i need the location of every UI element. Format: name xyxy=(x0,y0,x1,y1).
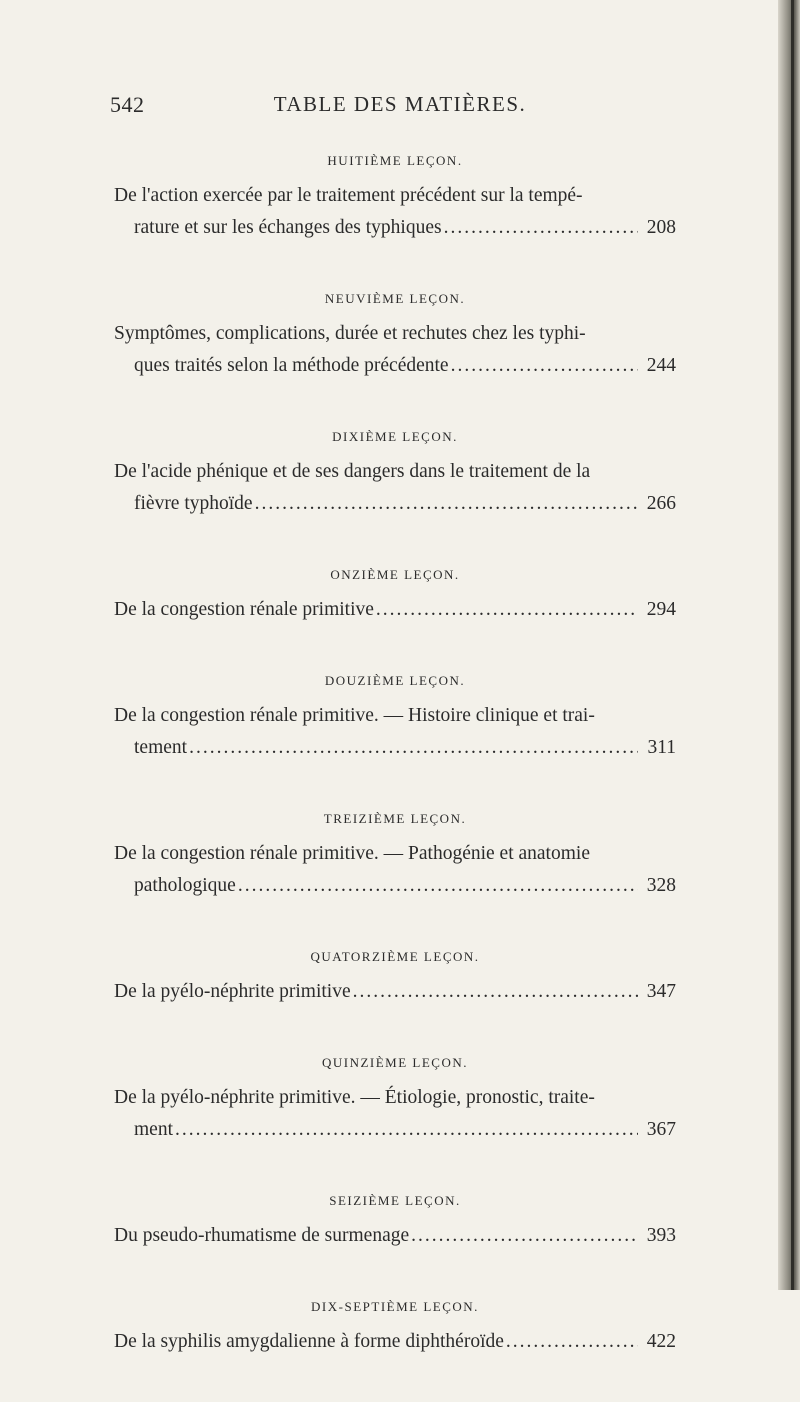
toc-section xyxy=(114,426,676,564)
entry-page-number: 328 xyxy=(646,875,676,896)
lecon-title: SEIZIÈME LEÇON. xyxy=(329,1193,461,1208)
toc-section xyxy=(114,1296,676,1402)
entry-page-number: 367 xyxy=(646,1119,676,1140)
entry-text-line: ment xyxy=(134,1119,173,1140)
entry-text-line: pathologique xyxy=(134,875,236,896)
entry-text-line: tement xyxy=(134,737,188,758)
page-number: 542 xyxy=(110,92,145,117)
entry-text-line: De la pyélo-néphrite primitive. — Étiologie, pronostic, traite- xyxy=(114,1087,595,1108)
dot-leader xyxy=(444,212,638,244)
page-title: TABLE DES MATIÈRES. xyxy=(273,92,527,116)
toc-entry[interactable] xyxy=(114,1082,676,1146)
toc-entry[interactable] xyxy=(114,838,676,902)
toc-section xyxy=(114,288,676,426)
dot-leader xyxy=(506,1326,638,1358)
entry-page-number: 244 xyxy=(646,355,676,376)
table-of-contents xyxy=(114,150,676,1402)
toc-entry[interactable] xyxy=(114,456,676,520)
entry-text-line: De l'action exercée par le traitement précédent sur la tempé- xyxy=(114,185,583,206)
entry-page-number: 422 xyxy=(646,1331,676,1352)
dot-leader xyxy=(175,1114,638,1146)
entry-text-line: De la congestion rénale primitive. — Histoire clinique et trai- xyxy=(114,705,595,726)
lecon-title: NEUVIÈME LEÇON. xyxy=(324,291,466,306)
toc-section xyxy=(114,946,676,1052)
toc-section xyxy=(114,670,676,808)
entry-text-line: fièvre typhoïde xyxy=(134,493,253,514)
entry-text-line: De la syphilis amygdalienne à forme diphthéroïde xyxy=(114,1331,504,1352)
toc-entry[interactable] xyxy=(114,1220,676,1252)
page-edge-shadow xyxy=(778,0,800,1290)
toc-entry[interactable] xyxy=(114,594,676,626)
dot-leader xyxy=(238,870,638,902)
dot-leader xyxy=(255,488,638,520)
lecon-title: TREIZIÈME LEÇON. xyxy=(323,811,467,826)
dot-leader xyxy=(189,732,638,764)
toc-entry[interactable] xyxy=(114,180,676,244)
lecon-title: DOUZIÈME LEÇON. xyxy=(324,673,466,688)
entry-page-number: 294 xyxy=(646,599,676,620)
toc-section xyxy=(114,808,676,946)
lecon-title: DIXIÈME LEÇON. xyxy=(332,429,458,444)
lecon-title: QUATORZIÈME LEÇON. xyxy=(310,949,480,964)
dot-leader xyxy=(353,976,638,1008)
toc-entry[interactable] xyxy=(114,700,676,764)
entry-text-line: ques traités selon la méthode précédente xyxy=(134,355,449,376)
entry-text-line: Du pseudo-rhumatisme de surmenage xyxy=(114,1225,410,1246)
lecon-title: ONZIÈME LEÇON. xyxy=(330,567,460,582)
entry-page-number: 311 xyxy=(647,737,676,758)
entry-page-number: 393 xyxy=(646,1225,676,1246)
dot-leader xyxy=(376,594,638,626)
lecon-title: HUITIÈME LEÇON. xyxy=(327,153,463,168)
toc-entry[interactable] xyxy=(114,1326,676,1358)
entry-text-line: De l'acide phénique et de ses dangers dans le traitement de la xyxy=(114,461,591,482)
entry-text-line: De la pyélo-néphrite primitive xyxy=(114,981,351,1002)
page-binding-line xyxy=(791,0,794,1290)
entry-page-number: 208 xyxy=(646,217,676,238)
toc-entry[interactable] xyxy=(114,318,676,382)
entry-text-line: Symptômes, complications, durée et rechutes chez les typhi- xyxy=(114,323,586,344)
toc-section xyxy=(114,150,676,288)
page-header xyxy=(110,92,690,122)
lecon-title: DIX-SEPTIÈME LEÇON. xyxy=(311,1299,479,1314)
toc-section xyxy=(114,1052,676,1190)
dot-leader xyxy=(411,1220,638,1252)
entry-page-number: 266 xyxy=(646,493,676,514)
entry-text-line: rature et sur les échanges des typhiques xyxy=(134,217,442,238)
entry-page-number: 347 xyxy=(646,981,676,1002)
lecon-title: QUINZIÈME LEÇON. xyxy=(321,1055,469,1070)
dot-leader xyxy=(451,350,638,382)
entry-text-line: De la congestion rénale primitive xyxy=(114,599,374,620)
toc-section xyxy=(114,1190,676,1296)
toc-section xyxy=(114,564,676,670)
entry-text-line: De la congestion rénale primitive. — Pathogénie et anatomie xyxy=(114,843,590,864)
toc-entry[interactable] xyxy=(114,976,676,1008)
